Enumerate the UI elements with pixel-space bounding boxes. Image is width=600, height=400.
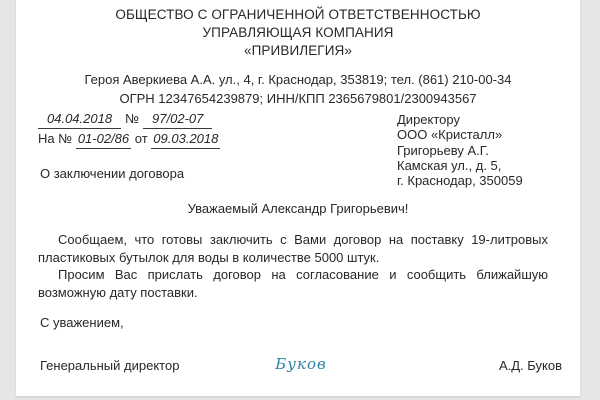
letter-subject: О заключении договора	[40, 166, 185, 181]
org-name-line3: «ПРИВИЛЕГИЯ»	[244, 43, 352, 58]
org-name-line1: ОБЩЕСТВО С ОГРАНИЧЕННОЙ ОТВЕТСТВЕННОСТЬЮ	[115, 7, 481, 22]
signature-autograph: Буков	[275, 355, 327, 373]
recipient-block	[397, 112, 523, 188]
body-paragraph-1: Сообщаем, что готовы заключить с Вами договор на поставку 19-литровых пластиковых бутылок для воды в количестве 5000 штук.	[38, 232, 548, 265]
body-paragraph-2: Просим Вас прислать договор на согласование и сообщить ближайшую возможную дату поставки.	[38, 267, 548, 300]
reference-block	[38, 109, 220, 149]
letter-body	[38, 231, 548, 301]
reply-reference-line	[38, 129, 220, 149]
closing-phrase: С уважением,	[40, 315, 124, 330]
recipient-person: Григорьеву А.Г.	[397, 142, 489, 158]
org-registration: ОГРН 12347654239879; ИНН/КПП 2365679801/2300943567	[119, 90, 477, 106]
recipient-position: Директору	[397, 112, 460, 127]
letterhead-contacts	[16, 71, 580, 108]
recipient-company: ООО «Кристалл»	[397, 127, 503, 143]
outgoing-date: 04.04.2018	[38, 109, 121, 129]
org-address: Героя Аверкиева А.А. ул., 4, г. Краснодар, 353819; тел. (861) 210-00-34	[84, 72, 512, 87]
letterhead	[16, 6, 580, 60]
recipient-city: г. Краснодар, 350059	[397, 173, 523, 189]
salutation: Уважаемый Александр Григорьевич!	[187, 201, 409, 216]
signer-position: Генеральный директор	[40, 358, 180, 373]
letter-page	[16, 0, 580, 396]
recipient-street: Камская ул., д. 5,	[397, 157, 502, 173]
signer-name: А.Д. Буков	[498, 358, 562, 373]
reply-from-word: от	[134, 131, 148, 146]
outgoing-number: 97/02-07	[143, 109, 212, 129]
reply-number: 01-02/86	[76, 129, 131, 149]
org-name-line2: УПРАВЛЯЮЩАЯ КОМПАНИЯ	[202, 25, 394, 40]
reply-date: 09.03.2018	[151, 129, 220, 149]
number-sign: №	[125, 111, 140, 126]
outgoing-reference-line	[38, 109, 220, 129]
reply-prefix: На №	[38, 131, 73, 146]
